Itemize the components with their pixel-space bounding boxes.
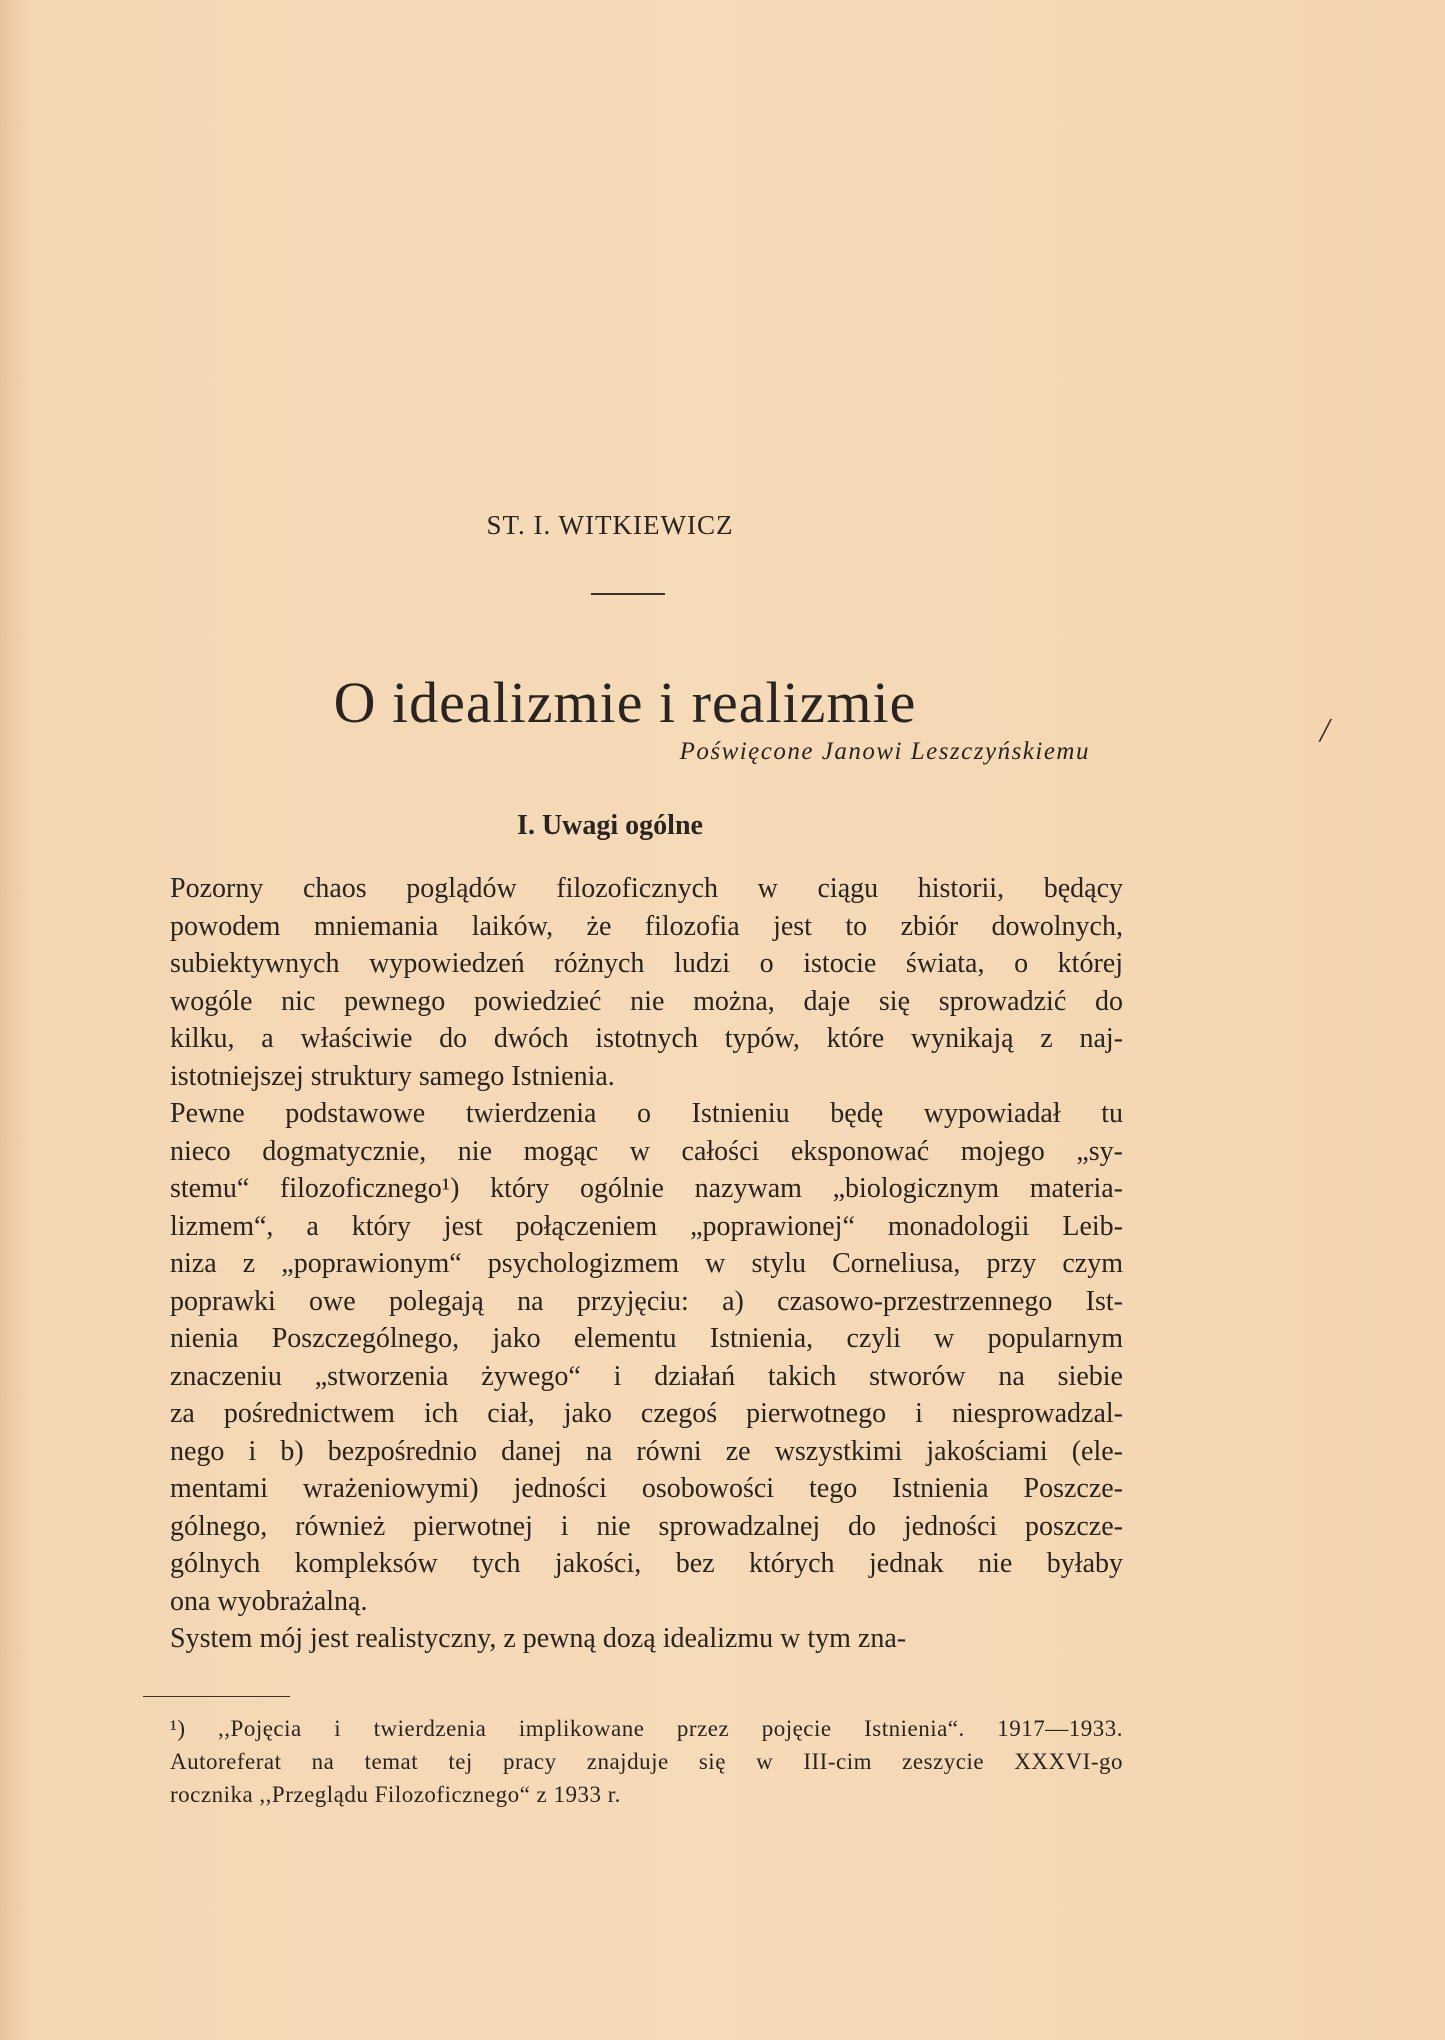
text-line: Pozorny chaos poglądów filozoficznych w ciągu historii, będący [170, 873, 1123, 904]
dedication: Poświęcone Janowi Leszczyńskiemu [679, 738, 1090, 765]
text-line: subiektywnych wypowiedzeń różnych ludzi o istocie świata, o której [170, 948, 1123, 979]
footnote-divider [143, 1696, 290, 1697]
text-line: nienia Poszczególnego, jako elementu Istnienia, czyli w popularnym [170, 1323, 1123, 1354]
text-line: niza z „poprawionym“ psychologizmem w stylu Corneliusa, przy czym [170, 1248, 1123, 1279]
text-line: System mój jest realistyczny, z pewną dozą idealizmu w tym zna- [170, 1623, 907, 1654]
footnote [170, 1712, 1123, 1811]
text-line: za pośrednictwem ich ciał, jako czegoś pierwotnego i niesprowadzal- [170, 1398, 1123, 1429]
text-line: istotniejszej struktury samego Istnienia. [170, 1060, 615, 1092]
text-line: ona wyobrażalną. [170, 1585, 368, 1617]
text-line: gólnego, również pierwotnej i nie sprowadzalnej do jedności poszcze- [170, 1510, 1123, 1542]
text-line: lizmem“, a który jest połączeniem „poprawionej“ monadologii Leib- [170, 1210, 1123, 1242]
margin-pencil-mark: / [1320, 712, 1330, 749]
text-line: znaczeniu „stworzenia żywego“ i działań takich stworów na siebie [170, 1360, 1123, 1392]
text-line: gólnych kompleksów tych jakości, bez których jednak nie byłaby [170, 1548, 1123, 1579]
text-line: mentami wrażeniowymi) jedności osobowości tego Istnienia Poszcze- [170, 1473, 1123, 1504]
text-line: wogóle nic pewnego powiedzieć nie można, daje się sprowadzić do [170, 985, 1123, 1017]
text-line: nego i b) bezpośrednio danej na równi ze wszystkimi jakościami (ele- [170, 1435, 1123, 1467]
text-line: rocznika ,,Przeglądu Filozoficznego“ z 1933 r. [170, 1782, 621, 1807]
text-line: Autoreferat na temat tej pracy znajduje się w III-cim zeszycie XXXVI-go [170, 1749, 1123, 1774]
paragraph-1 [170, 870, 1123, 1095]
article-title: O idealizmie i realizmie [333, 670, 917, 735]
paragraph-3 [170, 1620, 1123, 1658]
text-line: powodem mniemania laików, że filozofia jest to zbiór dowolnych, [170, 910, 1123, 942]
text-line: poprawki owe polegają na przyjęciu: a) czasowo-przestrzennego Ist- [170, 1285, 1123, 1317]
body-text [170, 870, 1123, 1658]
title-divider [591, 593, 665, 595]
text-line: kilku, a właściwie do dwóch istotnych typów, które wynikają z naj- [170, 1023, 1123, 1054]
author-name: ST. I. WITKIEWICZ [486, 510, 734, 540]
text-line: stemu“ filozoficznego¹) który ogólnie nazywam „biologicznym materia- [170, 1173, 1123, 1204]
text-line: ¹) ,,Pojęcia i twierdzenia implikowane przez pojęcie Istnienia“. 1917—1933. [170, 1716, 1123, 1741]
paragraph-2 [170, 1095, 1123, 1620]
text-line: Pewne podstawowe twierdzenia o Istnieniu będę wypowiadał tu [170, 1098, 1123, 1129]
section-heading: I. Uwagi ogólne [517, 810, 703, 841]
text-line: nieco dogmatycznie, nie mogąc w całości eksponować mojego „sy- [170, 1135, 1123, 1167]
